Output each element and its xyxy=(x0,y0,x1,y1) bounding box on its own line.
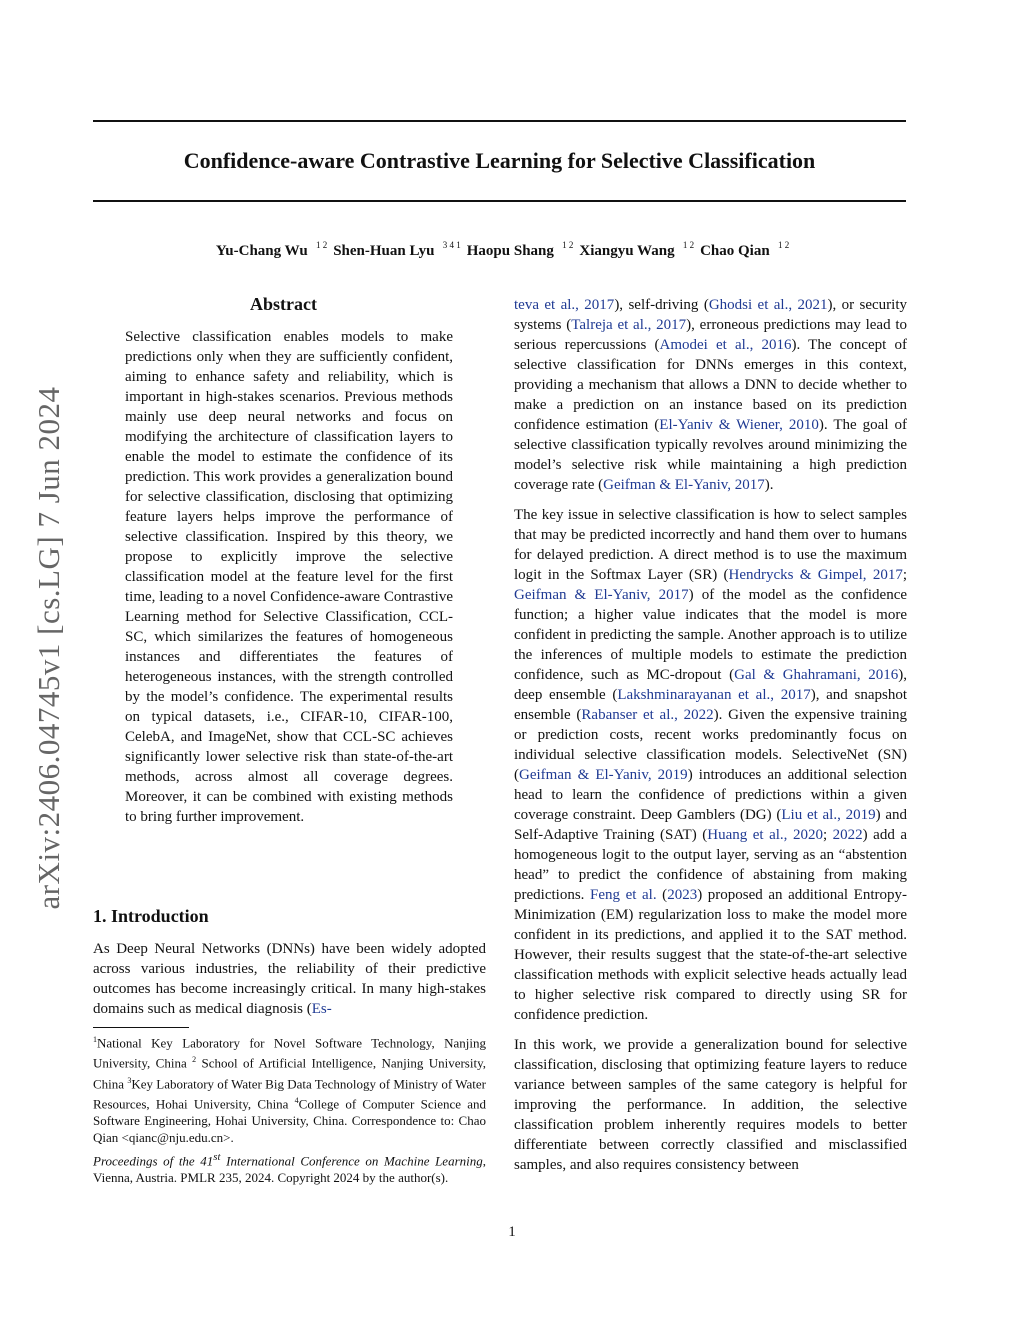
citation-link[interactable]: 2023 xyxy=(667,887,698,903)
citation-link[interactable]: Hendrycks & Gimpel, 2017 xyxy=(728,567,903,583)
introduction-heading: 1. Introduction xyxy=(93,906,209,926)
body-text: ), self-driving ( xyxy=(614,297,709,313)
body-text: The key issue in selective classification is how to select samples that may be predicted incorrectly and hand them over to humans for delayed prediction. A direct method is to use the maximum logit in the Softmax Layer (SR) ( xyxy=(514,507,907,583)
right-paragraph-2 xyxy=(514,505,907,1025)
body-text: ) proposed an additional Entropy-Minimization (EM) regularization loss to make the model more confident in its predictions, and applied it to the SAT method. However, their results suggest that the state-of-the-art selective classification methods with explicit selective heads actually lead to higher selective risk compared to directly using SR for confidence prediction. xyxy=(514,887,908,1023)
author-name: Chao Qian xyxy=(700,243,770,259)
citation-link[interactable]: Rabanser et al., 2022 xyxy=(581,707,714,723)
footnote-rule xyxy=(93,1027,189,1028)
author-affiliation: 3 4 1 xyxy=(440,240,461,250)
author-name: Haopu Shang xyxy=(466,243,554,259)
body-text: ), and snapshot ensemble ( xyxy=(514,687,907,723)
author-name: Yu-Chang Wu xyxy=(215,243,308,259)
affiliation-footnote: $^1$National Key Laboratory for Novel Software Technology, Nanjing University, China $^2$ School of Artificial Intelligence, Nanjing University, China $^3$Key Laboratory of Water Big Data Technology of Ministry of Water Resources, Hohai University, China $^4$College of Computer Science and Software Engineering, Hohai University, China. Correspondence to: Chao Qian <qianc@nju.edu.cn>. xyxy=(93,1035,487,1146)
body-text: ( xyxy=(656,887,668,903)
body-text: ) of the model as the confidence function; a higher value indicates that the model is more confident in predicting the sample. Another approach is to utilize the inferences of multiple models to estimate the prediction confidence, such as MC-dropout ( xyxy=(514,587,908,683)
body-text: ) and Self-Adaptive Training (SAT) ( xyxy=(514,807,908,843)
body-text: ), deep ensemble ( xyxy=(514,667,907,703)
body-text: ). The concept of selective classification for DNNs emerges in this context, providing a mechanism that allows a DNN to decide whether to make a prediction on an instance based on its prediction confidence estimation ( xyxy=(514,337,907,433)
citation-link[interactable]: Es- xyxy=(311,1001,332,1017)
author-list xyxy=(93,236,906,261)
right-paragraph-1 xyxy=(514,295,907,495)
citation-link[interactable]: teva et al., 2017 xyxy=(514,297,615,313)
abstract-paragraph: Selective classification enables models to make predictions only when they are sufficiently confident, aiming to enhance safety and reliability, which is important in high-stakes scenarios. Previous methods mainly use deep neural networks and focus on modifying the architecture of classification layers to enable the model to estimate the confidence of its prediction. This work provides a generalization bound for selective classification, disclosing that optimizing feature layers helps improve the performance of selective classification. Inspired by this theory, we propose to explicitly improve the selective classification model at the feature level for the first time, leading to a novel Confidence-aware Contrastive Learning method for Selective Classification, CCL-SC, which similarizes the features of homogeneous instances and differentiates the features of heterogeneous instances, with the strength controlled by the model’s confidence. The experimental results on typical datasets, i.e., CIFAR-10, CIFAR-100, CelebA, and ImageNet, show that CCL-SC achieves significantly lower selective risk than state-of-the-art methods, across almost all coverage degrees. Moreover, it can be combined with existing methods to bring further improvement. xyxy=(125,329,453,825)
author-name: Xiangyu Wang xyxy=(579,243,675,259)
abstract-heading: Abstract xyxy=(250,294,317,314)
right-column xyxy=(514,295,907,1185)
introduction-text xyxy=(93,939,486,1019)
top-rule xyxy=(93,120,906,122)
citation-link[interactable]: Ghodsi et al., 2021 xyxy=(708,297,828,313)
author-name: Shen-Huan Lyu xyxy=(333,243,435,259)
author-affiliation: 1 2 xyxy=(775,240,790,250)
citation-link[interactable]: Huang et al., 2020 xyxy=(707,827,823,843)
author-affiliation: 1 2 xyxy=(559,240,574,250)
citation-link[interactable]: Feng et al. xyxy=(590,887,657,903)
paper-title: Confidence-aware Contrastive Learning for Selective Classification xyxy=(183,148,816,173)
citation-link[interactable]: Geifman & El-Yaniv, 2017 xyxy=(603,477,765,493)
body-text: In this work, we provide a generalization bound for selective classification, disclosing that optimizing feature layers to reduce variance between samples of the same category is helpful for improving the performance. In addition, the selective classification problem inherently requires models to better differentiate between correctly classified and misclassified samples, and also requires consistency between xyxy=(514,1037,907,1173)
page-number: 1 xyxy=(508,1224,516,1240)
author-affiliation: 1 2 xyxy=(313,240,328,250)
proceedings-note: Proceedings of the 41st International Conference on Machine Learning, Vienna, Austria. PMLR 235, 2024. Copyright 2024 by the author(s). xyxy=(93,1151,486,1186)
title-bottom-rule xyxy=(93,200,906,202)
citation-link[interactable]: Amodei et al., 2016 xyxy=(659,337,792,353)
author-affiliation: 1 2 xyxy=(680,240,695,250)
body-text: ). The goal of selective classification typically revolves around minimizing the model’s selective risk while maintaining a high prediction coverage rate ( xyxy=(514,417,908,493)
arxiv-stamp: arXiv:2406.04745v1 [cs.LG] 7 Jun 2024 xyxy=(31,386,66,910)
body-text: ) add a homogeneous logit to the output layer, serving as an “abstention head” to predict the confidence of abstaining from making predictions. xyxy=(514,827,908,903)
body-text: ; xyxy=(902,567,907,583)
citation-link[interactable]: Geifman & El-Yaniv, 2017 xyxy=(514,587,689,603)
body-text: ), erroneous predictions may lead to serious repercussions ( xyxy=(514,317,908,353)
abstract-text xyxy=(125,327,453,827)
citation-link[interactable]: Lakshminarayanan et al., 2017 xyxy=(617,687,811,703)
body-text: ), or security systems ( xyxy=(514,297,907,333)
body-text: ) introduces an additional selection head to learn the confidence of predictions within a given coverage constraint. Deep Gamblers (DG) ( xyxy=(514,767,907,823)
citation-link[interactable]: Talreja et al., 2017 xyxy=(571,317,687,333)
right-paragraph-3 xyxy=(514,1035,907,1175)
body-text: ; xyxy=(822,827,833,843)
citation-link[interactable]: El-Yaniv & Wiener, 2010 xyxy=(659,417,819,433)
citation-link[interactable]: Gal & Ghahramani, 2016 xyxy=(734,667,899,683)
introduction-paragraph: As Deep Neural Networks (DNNs) have been widely adopted across various industries, the reliability of their predictive outcomes has become increasingly critical. In many high-stakes domains such as medical diagnosis (Es- xyxy=(93,941,486,1017)
body-text: ). xyxy=(764,477,774,493)
body-text: ). Given the expensive training or prediction costs, recent works predominantly focus on individual selective classification models. SelectiveNet (SN) ( xyxy=(514,707,907,783)
citation-link[interactable]: Geifman & El-Yaniv, 2019 xyxy=(519,767,688,783)
citation-link[interactable]: Liu et al., 2019 xyxy=(781,807,876,823)
citation-link[interactable]: 2022 xyxy=(832,827,863,843)
